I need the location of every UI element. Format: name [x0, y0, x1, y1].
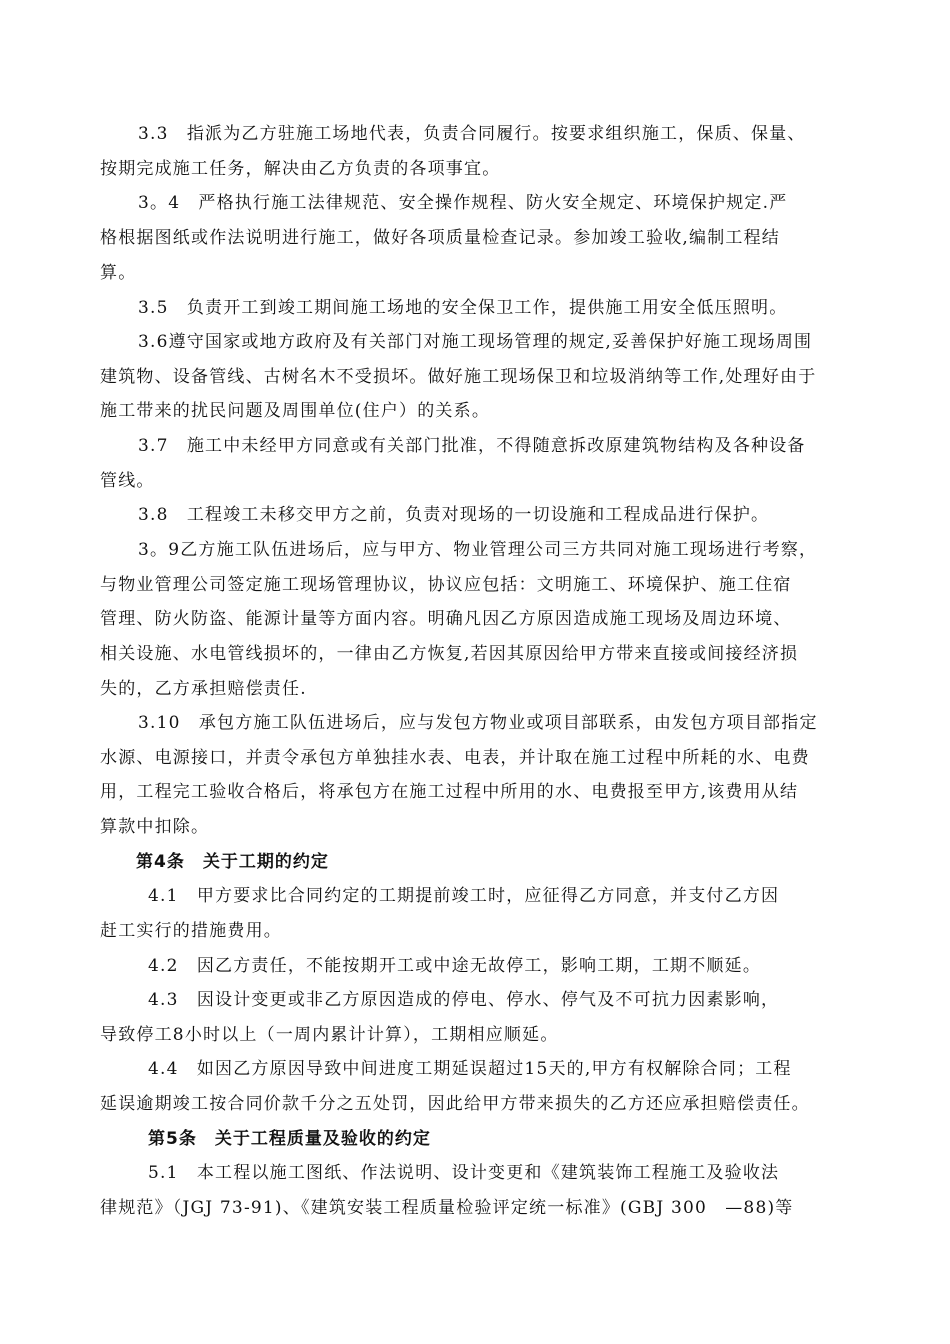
paragraph-line: 3.10 承包方施工队伍进场后，应与发包方物业或项目部联系，由发包方项目部指定 — [138, 713, 818, 733]
paragraph-line: 3.6遵守国家或地方政府及有关部门对施工现场管理的规定,妥善保护好施工现场周围 — [138, 332, 813, 352]
paragraph-line: 延误逾期竣工按合同价款千分之五处罚，因此给甲方带来损失的乙方还应承担赔偿责任。 — [100, 1094, 810, 1114]
paragraph-line: 4.2 因乙方责任，不能按期开工或中途无故停工，影响工期，工期不顺延。 — [148, 956, 762, 976]
paragraph-line: 格根据图纸或作法说明进行施工，做好各项质量检查记录。参加竣工验收,编制工程结 — [100, 228, 781, 248]
paragraph-line: 3.5 负责开工到竣工期间施工场地的安全保卫工作，提供施工用安全低压照明。 — [138, 298, 788, 318]
paragraph-line: 4.3 因设计变更或非乙方原因造成的停电、停水、停气及不可抗力因素影响， — [148, 990, 780, 1010]
paragraph-line: 3。9乙方施工队伍进场后，应与甲方、物业管理公司三方共同对施工现场进行考察， — [138, 540, 818, 560]
paragraph-line: 3.3 指派为乙方驻施工场地代表，负责合同履行。按要求组织施工，保质、保量、 — [138, 124, 806, 144]
paragraph-line: 导致停工8小时以上（一周内累计计算），工期相应顺延。 — [100, 1025, 559, 1045]
paragraph-line: 管线。 — [100, 471, 155, 491]
paragraph-line: 与物业管理公司签定施工现场管理协议，协议应包括：文明施工、环境保护、施工住宿 — [100, 575, 792, 595]
paragraph-line: 管理、防火防盗、能源计量等方面内容。明确凡因乙方原因造成施工现场及周边环境、 — [100, 609, 792, 629]
paragraph-line: 赶工实行的措施费用。 — [100, 921, 282, 941]
paragraph-line: 用，工程完工验收合格后，将承包方在施工过程中所用的水、电费报至甲方,该费用从结 — [100, 782, 799, 802]
paragraph-line: 施工带来的扰民问题及周围单位(住户）的关系。 — [100, 401, 491, 421]
paragraph-line: 相关设施、水电管线损坏的，一律由乙方恢复,若因其原因给甲方带来直接或间接经济损 — [100, 644, 799, 664]
paragraph-line: 3.7 施工中未经甲方同意或有关部门批准，不得随意拆改原建筑物结构及各种设备 — [138, 436, 806, 456]
paragraph-line: 律规范》（JGJ 73-91)、《建筑安装工程质量检验评定统一标准》(GBJ 300 —88)等 — [100, 1198, 794, 1218]
paragraph-line: 失的，乙方承担赔偿责任. — [100, 679, 307, 699]
paragraph-line: 4.1 甲方要求比合同约定的工期提前竣工时，应征得乙方同意，并支付乙方因 — [148, 886, 780, 906]
paragraph-line: 5.1 本工程以施工图纸、作法说明、设计变更和《建筑装饰工程施工及验收法 — [148, 1163, 780, 1183]
paragraph-line: 水源、电源接口，并责令承包方单独挂水表、电表，并计取在施工过程中所耗的水、电费 — [100, 748, 810, 768]
paragraph-line: 按期完成施工任务，解决由乙方负责的各项事宜。 — [100, 159, 501, 179]
section-heading: 第4条 关于工期的约定 — [136, 852, 329, 872]
section-heading: 第5条 关于工程质量及验收的约定 — [148, 1129, 431, 1149]
paragraph-line: 算款中扣除。 — [100, 817, 210, 837]
paragraph-line: 建筑物、设备管线、古树名木不受损坏。做好施工现场保卫和垃圾消纳等工作,处理好由于 — [100, 367, 817, 387]
paragraph-line: 4.4 如因乙方原因导致中间进度工期延误超过15天的,甲方有权解除合同；工程 — [148, 1059, 792, 1079]
paragraph-line: 算。 — [100, 263, 137, 283]
paragraph-line: 3。4 严格执行施工法律规范、安全操作规程、防火安全规定、环境保护规定.严 — [138, 193, 788, 213]
paragraph-line: 3.8 工程竣工未移交甲方之前，负责对现场的一切设施和工程成品进行保护。 — [138, 505, 770, 525]
